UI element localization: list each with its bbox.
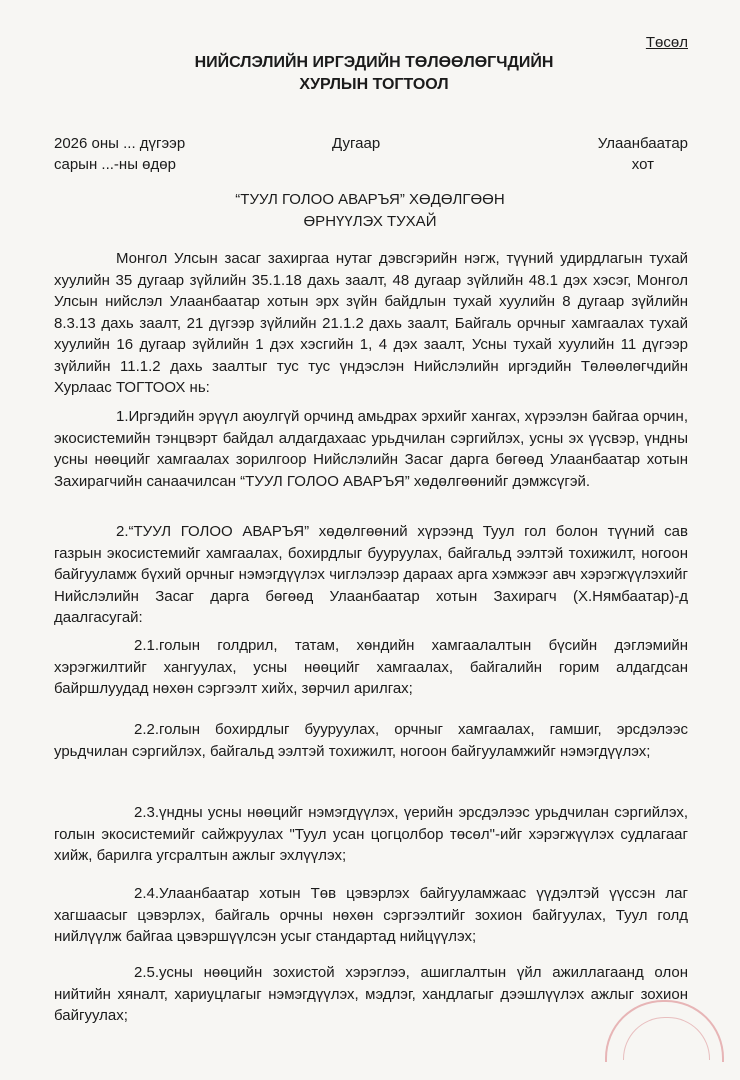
date-line-1: 2026 оны ... дүгээр [54, 135, 186, 152]
item-2-5-paragraph: 2.5.усны нөөцийн зохистой хэрэглээ, ашиглалтын үйл ажиллагаанд олон нийтийн хяналт, хариуцлагыг нэмэгдүүлэх, мэдлэг, хандлагыг дээшлүүлэх ажлыг зохион байгуулах; [54, 964, 688, 1024]
city-line-2: хот [631, 156, 654, 173]
city-block [598, 133, 688, 175]
city-line-1: Улаанбаатар [597, 135, 688, 152]
item-2-3-paragraph: 2.3.үндны усны нөөцийг нэмэгдүүлэх, үерийн эрсдэлээс урьдчилан сэргийлэх, голын экосистемийг сайжруулах "Туул усан цогцолбор төсөл"-ийг хэрэгжүүлэх судлагааг хийж, барилга угсралтын ажлыг эхлүүлэх; [54, 804, 688, 864]
header-line-1: НИЙСЛЭЛИЙН ИРГЭДИЙН ТӨЛӨӨЛӨГЧДИЙН [194, 54, 554, 71]
item-2-1-paragraph: 2.1.голын голдрил, татам, хөндийн хамгаалалтын бүсийн дэглэмийн хэрэгжилтийг хангуулах, усны нөөцийг хамгаалах, байгалийн горим алдагдсан байршлуудад нөхөн сэргээлт хийх, зөрчил арилгах; [54, 637, 688, 697]
item-2-paragraph: 2.“ТУУЛ ГОЛОО АВАРЪЯ” хөдөлгөөний хүрээнд Туул гол болон түүний сав газрын экосистемийг хамгаалах, бохирдлыг бууруулах, байгальд ээлтэй тохижилт, ногоон байгууламж бүхий орчныг нэмэгдүүлэх чиглэлээр дараах арга хэмжээг авч хэрэгжүүлэхийг Нийслэлийн Засаг дарга бөгөөд Улаанбаатар хотын Захирагч (Х.Нямбаатар)-д даалгасугай: [54, 523, 688, 626]
item-2-2-paragraph: 2.2.голын бохирдлыг бууруулах, орчныг хамгаалах, гамшиг, эрсдэлээс урьдчилан сэргийлэх, байгальд ээлтэй тохижилт, ногоон байгууламжийг нэмэгдүүлэх; [54, 721, 688, 760]
date-block [54, 133, 185, 175]
draft-label: Төсөл [645, 34, 688, 51]
document-header [0, 52, 740, 96]
date-line-2: сарын ...-ны өдөр [54, 156, 176, 173]
resolution-title [0, 189, 740, 233]
title-line-1: “ТУУЛ ГОЛОО АВАРЪЯ” ХӨДӨЛГӨӨН [235, 191, 505, 208]
preamble-paragraph: Монгол Улсын засаг захиргаа нутаг дэвсгэрийн нэгж, түүний удирдлагын тухай хуулийн 35 дугаар зүйлийн 35.1.18 дахь заалт, 48 дугаар зүйлийн 48.1 дэх хэсэг, Монгол Улсын нийслэл Улаанбаатар хотын эрх зүйн байдлын тухай хуулийн 8 дугаар зүйлийн 8.3.13 дахь заалт, 21 дүгээр зүйлийн 21.1.2 дахь заалт, Байгаль орчныг хамгаалах тухай хуулийн 16 дугаар зүйлийн 1 дэх хэсгийн 1, 4 дэх заалт, Усны тухай хуулийн 11 дүгээр зүйлийн 11.1.2 дахь заалтыг тус тус үндэслэн Нийслэлийн иргэдийн Төлөөлөгчдийн Хурлаас ТОГТООХ нь: [54, 250, 688, 396]
item-2-4-paragraph: 2.4.Улаанбаатар хотын Төв цэвэрлэх байгууламжаас үүдэлтэй үүссэн лаг хагшаасыг цэвэрлэх, байгаль орчны нөхөн сэргээлтийг зохион байгуулах, Туул голд нийлүүлж байгаа цэвэршүүлсэн усыг стандартад нийцүүлэх; [54, 885, 688, 945]
title-line-2: ӨРНҮҮЛЭХ ТУХАЙ [303, 213, 437, 230]
header-line-2: ХУРЛЫН ТОГТООЛ [299, 76, 449, 93]
number-label: Дугаар [332, 135, 381, 152]
item-1-paragraph: 1.Иргэдийн эрүүл аюулгүй орчинд амьдрах эрхийг хангах, хүрээлэн байгаа орчин, экосистемийн тэнцвэрт байдал алдагдахаас урьдчилан сэргийлэх, усны эх үүсвэр, үндны усны нөөцийг хамгаалах зорилгоор Нийслэлийн Засаг дарга бөгөөд Улаанбаатар хотын Захирагчийн санаачилсан “ТУУЛ ГОЛОО АВАРЪЯ” хөдөлгөөнийг дэмжсүгэй. [54, 408, 688, 490]
